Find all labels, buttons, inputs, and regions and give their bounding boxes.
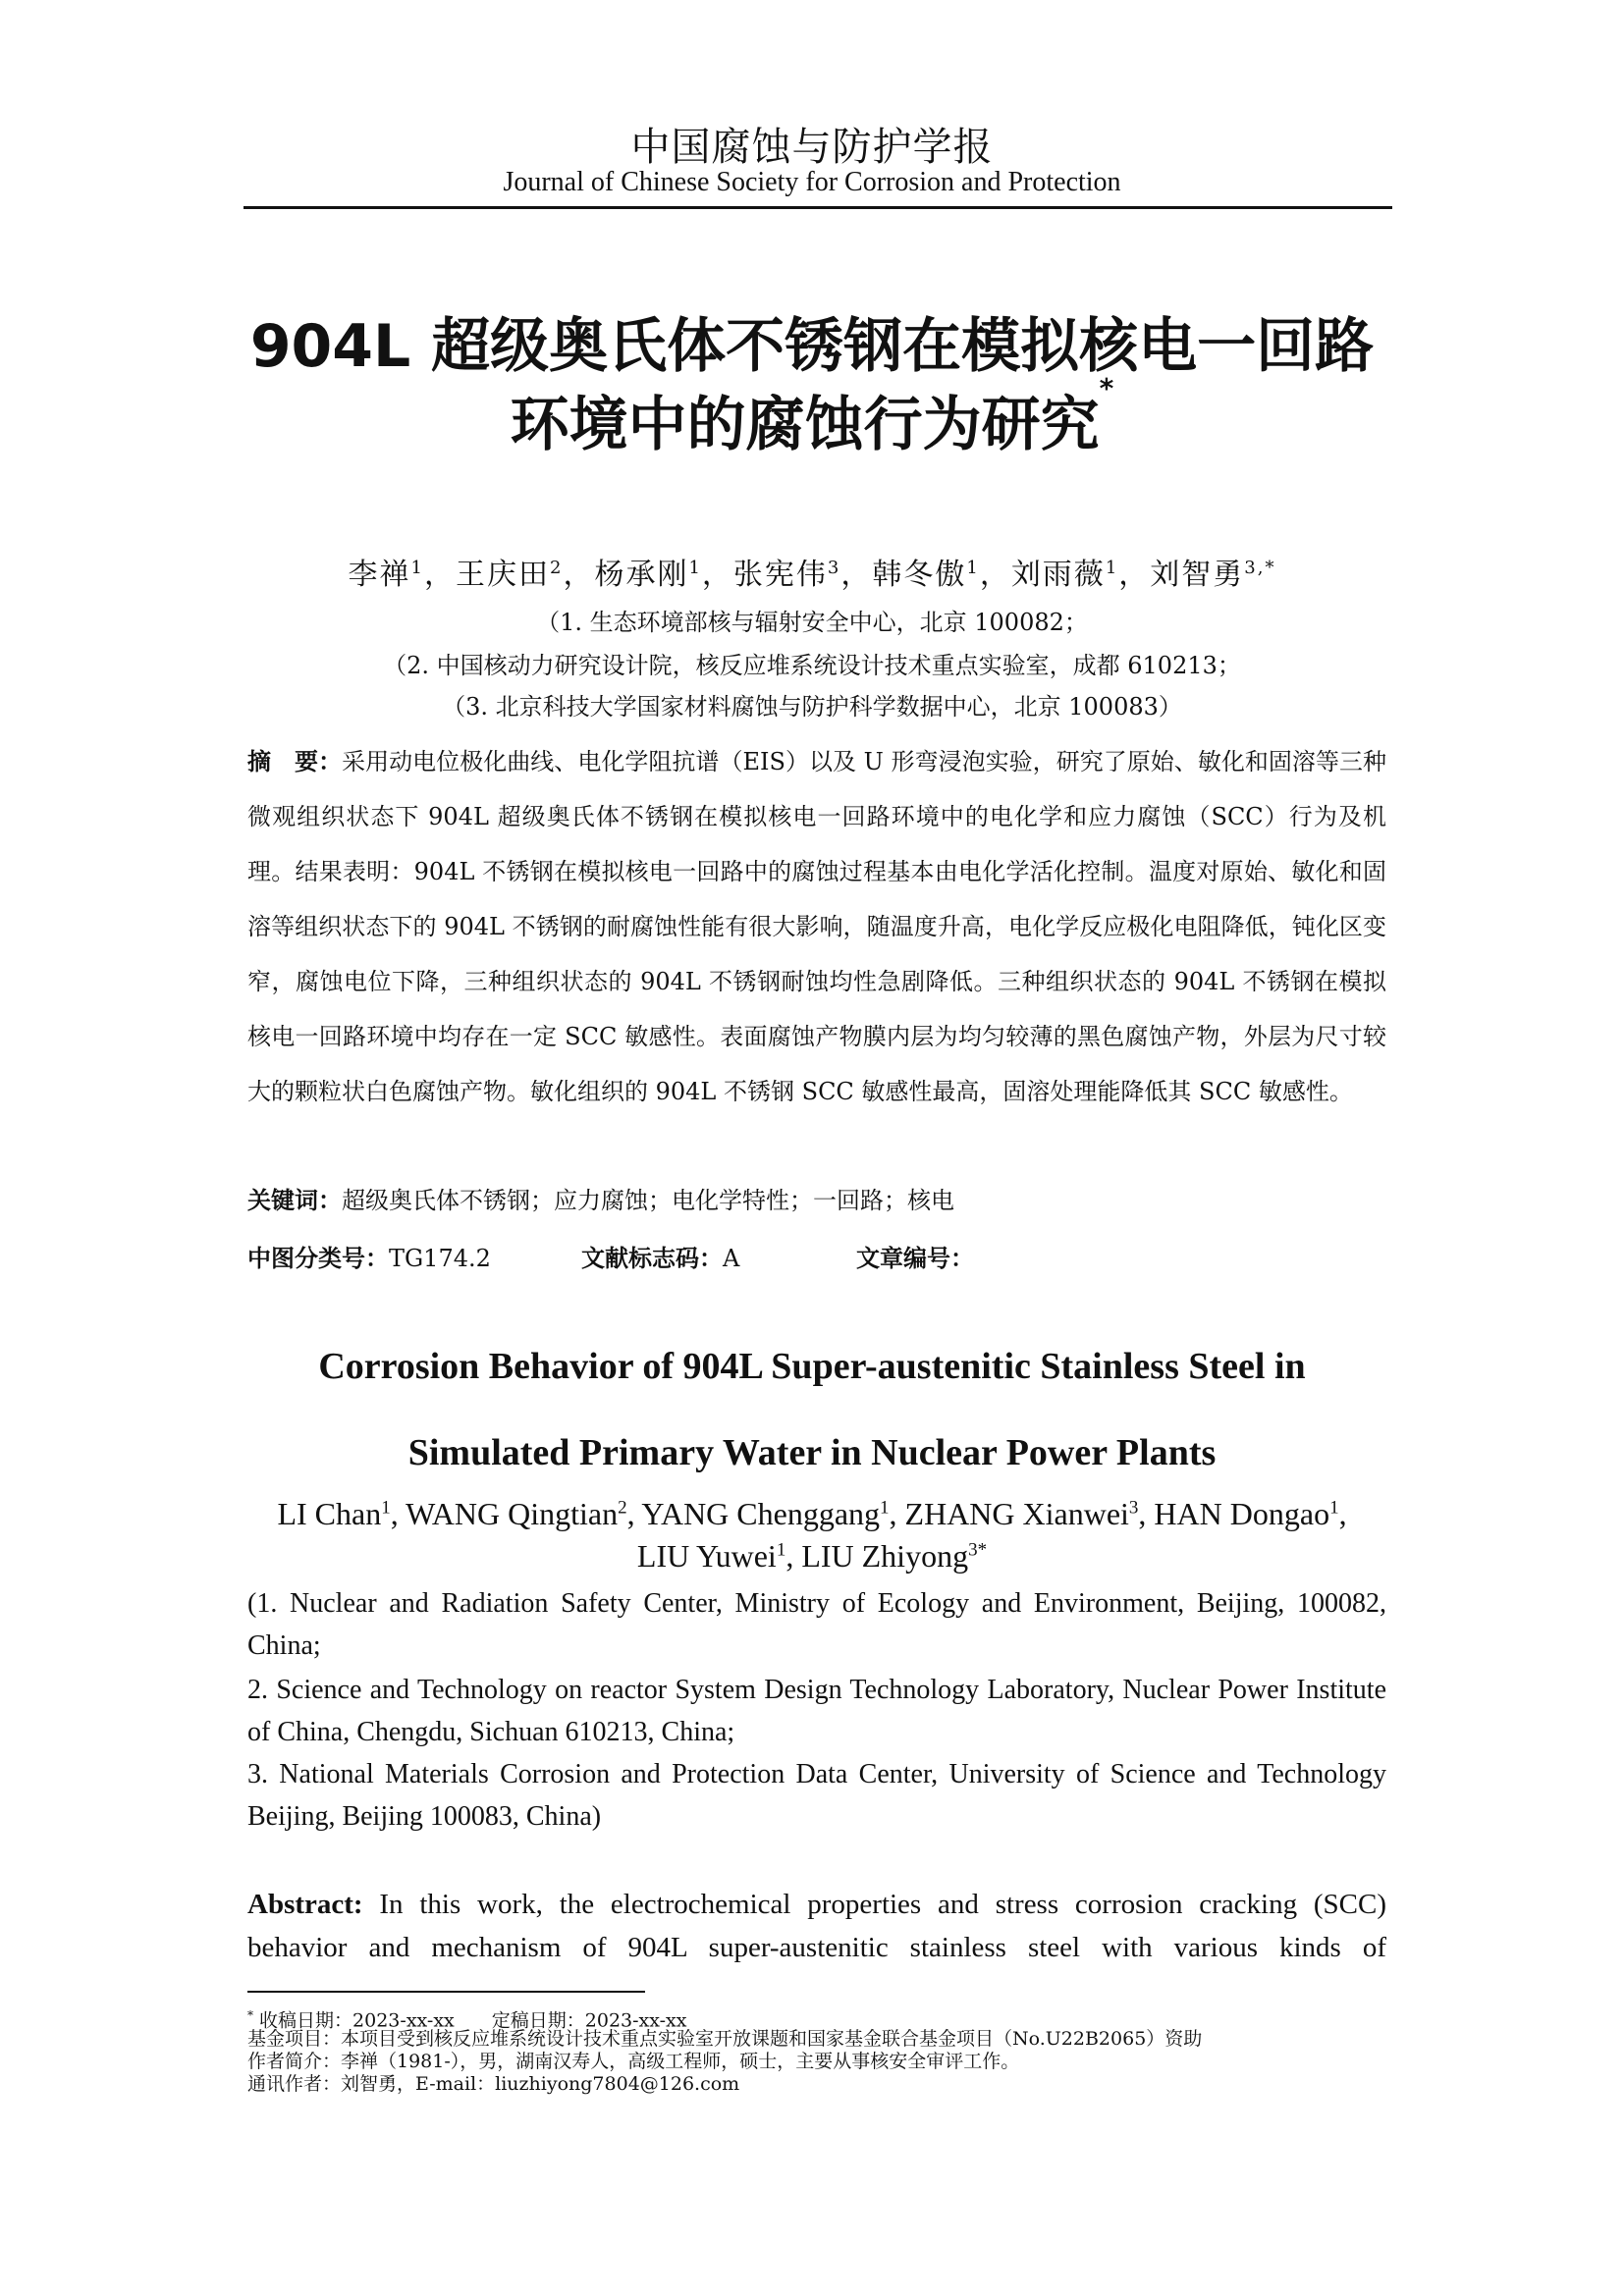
abstract-cn-text: 采用动电位极化曲线、电化学阻抗谱（EIS）以及 U 形弯浸泡实验，研究了原始、敏化和固溶等三种微观组织状态下 904L 超级奥氏体不锈钢在模拟核电一回路环境中的电化学和应力腐蚀（SCC）行为及机理。结果表明：904L 不锈钢在模拟核电一回路中的腐蚀过程基本由电化学活化控制。温度对原始、敏化和固溶等组织状态下的 904L 不锈钢的耐腐蚀性能有很大影响，随温度升高，电化学反应极化电阻降低，钝化区变窄，腐蚀电位下降，三种组织状态的 904L 不锈钢耐蚀均性急剧降低。三种组织状态的 904L 不锈钢在模拟核电一回路环境中均存在一定 SCC 敏感性。表面腐蚀产物膜内层为均匀较薄的黑色腐蚀产物，外层为尺寸较大的颗粒状白色腐蚀产物。敏化组织的 904L 不锈钢 SCC 敏感性最高，固溶处理能降低其 SCC 敏感性。: [247, 748, 1386, 1105]
affiliation-en-1: (1. Nuclear and Radiation Safety Center, Ministry of Ecology and Environment, Beijing, 100082, China;: [247, 1588, 1386, 1661]
abstract-cn-label: 摘 要：: [247, 748, 343, 775]
clc-label: 中图分类号：: [247, 1245, 389, 1272]
journal-title-en: Journal of Chinese Society for Corrosion and Protection: [503, 167, 1121, 197]
affiliation-en-2: 2. Science and Technology on reactor System Design Technology Laboratory, Nuclear Power Institute of China, Chengdu, Sichuan 610213, China;: [247, 1675, 1386, 1747]
author-affiliation-mark: 2: [618, 1497, 627, 1519]
keywords-cn-text: 超级奥氏体不锈钢；应力腐蚀；电化学特性；一回路；核电: [342, 1187, 954, 1214]
title-footnote-mark: *: [1099, 372, 1114, 404]
article-number: [856, 1239, 974, 1273]
footnote-dates-text: 收稿日期：2023-xx-xx 定稿日期：2023-xx-xx: [259, 2009, 687, 2032]
document-code: [581, 1239, 739, 1273]
paper-title-cn-line2-text: 环境中的腐蚀行为研究: [510, 391, 1100, 459]
paper-title-en-line2: Simulated Primary Water in Nuclear Power Plants: [407, 1432, 1217, 1473]
affiliation-en-3: 3. National Materials Corrosion and Protection Data Center, University of Science and Technology Beijing, Beijing 100083, China): [247, 1759, 1386, 1832]
author-affiliation-mark: 1: [410, 558, 424, 578]
author-name: 刘智勇: [1150, 558, 1245, 592]
author-list-en-line1: LI Chan$^1$, WANG Qingtian$^2$, YANG Chenggang$^1$, ZHANG Xianwei$^3$, HAN Dongao$^1$,: [277, 1496, 1347, 1531]
author-list-en-line2: LIU Yuwei$^1$, LIU Zhiyong$^{3*}$: [636, 1538, 988, 1574]
author-name: YANG Chenggang: [641, 1496, 881, 1531]
affiliation-cn-2: （2. 中国核动力研究设计院，核反应堆系统设计技术重点实验室，成都 610213；: [383, 652, 1241, 679]
clc-number: [247, 1239, 491, 1273]
author-affiliation-mark: 1: [1329, 1497, 1339, 1519]
paper-title-cn-line2: [0, 372, 1624, 462]
header-divider: [244, 206, 1392, 209]
author-affiliation-mark: 1: [776, 1539, 786, 1561]
affiliation-cn-3: （3. 北京科技大学国家材料腐蚀与防护科学数据中心，北京 100083）: [442, 693, 1182, 721]
doc-code-value: A: [723, 1245, 740, 1272]
paper-title-en-line1: Corrosion Behavior of 904L Super-austenitic Stainless Steel in: [318, 1346, 1306, 1387]
doc-code-label: 文献标志码：: [581, 1245, 723, 1272]
author-affiliation-mark: 2: [550, 558, 564, 578]
journal-title-cn: 中国腐蚀与防护学报: [630, 125, 994, 170]
keywords-cn: [247, 1181, 1386, 1215]
footnote-corresponding: 通讯作者：刘智勇，E-mail：liuzhiyong7804@126.com: [247, 2073, 740, 2095]
author-name: WANG Qingtian: [406, 1496, 619, 1531]
footnote-mark: *: [247, 2008, 253, 2022]
author-name: ZHANG Xianwei: [904, 1496, 1129, 1531]
abstract-en-label: Abstract:: [247, 1889, 363, 1920]
author-name: 刘雨薇: [1010, 558, 1106, 592]
keywords-cn-label: 关键词：: [247, 1187, 342, 1214]
author-affiliation-mark: 1: [966, 558, 980, 578]
affiliation-cn-1: （1. 生态环境部核与辐射安全中心，北京 100082；: [536, 609, 1088, 636]
abstract-en-text: In this work, the electrochemical properties and stress corrosion cracking (SCC) behavior and mechanism of 904L super-austenitic stainless steel with various kinds of: [247, 1889, 1387, 1963]
paper-title-cn-line1: 904L 超级奥氏体不锈钢在模拟核电一回路: [249, 312, 1375, 381]
author-affiliation-mark: 1: [688, 558, 702, 578]
author-name: HAN Dongao: [1154, 1496, 1330, 1531]
clc-value: TG174.2: [389, 1245, 491, 1272]
footnote-author-bio: 作者简介：李禅（1981-），男，湖南汉寿人，高级工程师，硕士，主要从事核安全审评工作。: [247, 2051, 1020, 2072]
abstract-en: [247, 1883, 1386, 1969]
author-affiliation-mark: 1: [1105, 558, 1119, 578]
author-affiliation-mark: 3: [827, 558, 841, 578]
footnote-funding: 基金项目：本项目受到核反应堆系统设计技术重点实验室开放课题和国家基金联合基金项目（No.U22B2065）资助: [247, 2028, 1203, 2050]
author-name: 李禅: [348, 558, 411, 592]
footnote-divider: [247, 1991, 645, 1993]
article-number-label: 文章编号：: [856, 1245, 974, 1272]
author-name: LI Chan: [277, 1496, 382, 1531]
author-affiliation-mark: 3,*: [1244, 558, 1276, 578]
author-name: 王庆田: [456, 558, 550, 592]
author-name: LIU Zhiyong: [801, 1538, 969, 1574]
abstract-cn: [247, 734, 1386, 1119]
author-affiliation-mark: 1: [381, 1497, 391, 1519]
author-name: LIU Yuwei: [636, 1538, 777, 1574]
author-affiliation-mark: 3: [1128, 1497, 1139, 1519]
author-affiliation-mark: 3*: [968, 1539, 988, 1561]
author-list-cn: 李禅$^1$，王庆田$^2$，杨承刚$^1$，张宪伟$^3$，韩冬傲$^1$，刘雨薇$^1$，刘智勇$^{3,*}$: [348, 558, 1276, 592]
author-name: 张宪伟: [732, 558, 828, 592]
author-name: 韩冬傲: [872, 558, 967, 592]
author-name: 杨承刚: [594, 558, 689, 592]
author-affiliation-mark: 1: [880, 1497, 890, 1519]
